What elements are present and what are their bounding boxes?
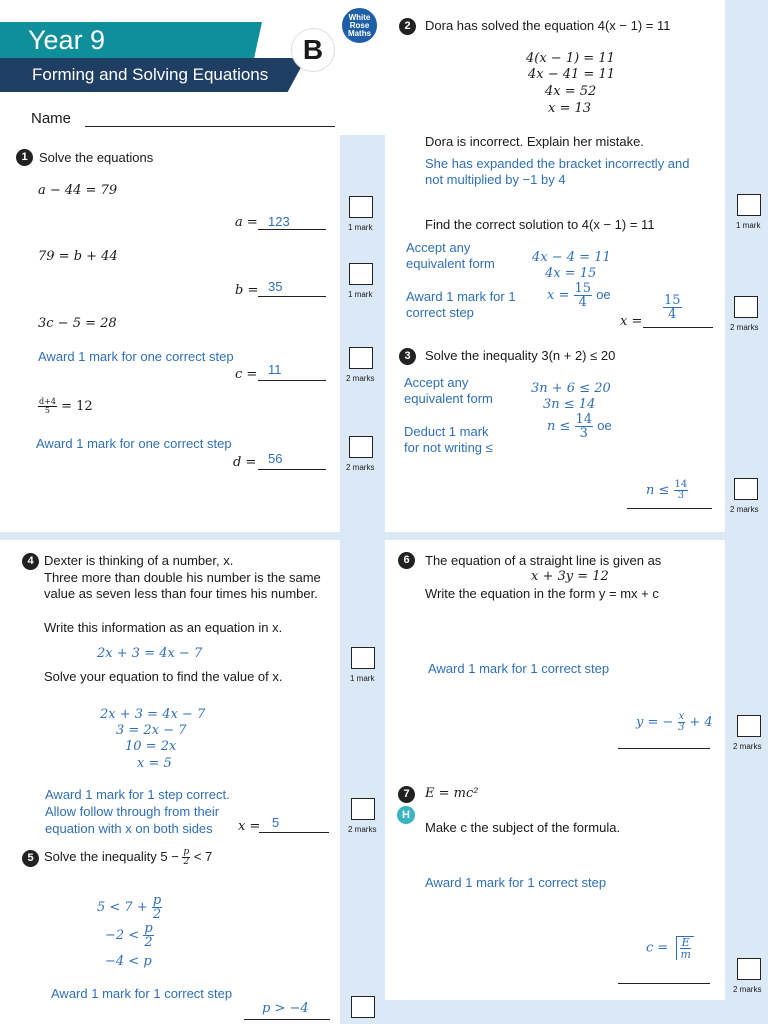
q4-work-2: 3 = 2x − 7 xyxy=(116,723,187,738)
q5-answer-value: p > −4 xyxy=(262,1001,309,1016)
q4-line-1: Dexter is thinking of a number, x. xyxy=(44,553,234,568)
q4-answer-value: 5 xyxy=(272,815,280,830)
q2-work-3: 4x = 52 xyxy=(545,84,597,99)
q1-d-mark-label: 2 marks xyxy=(346,463,375,472)
q3-note-1b: equivalent form xyxy=(404,391,493,406)
q1-a-mark-label: 1 mark xyxy=(348,223,373,232)
q1-a-answer-line xyxy=(258,229,326,230)
q4-answer-label: x = xyxy=(238,819,261,834)
q6-write-prompt: Write the equation in the form y = mx + c xyxy=(425,586,659,601)
q1-prompt: Solve the equations xyxy=(39,150,154,165)
q4-note-2: Allow follow through from their xyxy=(45,804,220,819)
q2-answer-line xyxy=(643,327,713,328)
q1-a-label: a = xyxy=(235,215,258,230)
q1-c-mark-box[interactable] xyxy=(349,347,373,369)
q2-answer-line-1: She has expanded the bracket incorrectly and xyxy=(425,156,690,171)
question-2-number: 2 xyxy=(399,18,416,35)
q4-note-1: Award 1 mark for 1 step correct. xyxy=(45,787,230,802)
q3-answer-line xyxy=(627,508,712,509)
q1-d-answer: 56 xyxy=(268,451,283,466)
bottom-right-panel xyxy=(385,540,725,1000)
q1-c-label: c = xyxy=(235,367,258,382)
q2-note-2b: correct step xyxy=(406,305,474,320)
white-rose-maths-logo: White Rose Maths xyxy=(340,6,379,45)
q4-work-3: 10 = 2x xyxy=(125,739,177,754)
year-title: Year 9 xyxy=(28,25,106,55)
question-7-number: 7 xyxy=(398,786,415,803)
q2-work-1: 4(x − 1) = 11 xyxy=(526,51,615,66)
q5-answer-line xyxy=(244,1019,330,1020)
q2-find-prompt: Find the correct solution to 4(x − 1) = 11 xyxy=(425,217,655,232)
q7-mark-label: 2 marks xyxy=(733,985,762,994)
q4-equation: 2x + 3 = 4x − 7 xyxy=(97,646,203,661)
q6-note: Award 1 mark for 1 correct step xyxy=(428,661,610,676)
q2-note-2a: Award 1 mark for 1 xyxy=(406,289,516,304)
q1-c-equation: 3c − 5 = 28 xyxy=(38,316,117,331)
q4-equation-mark-box[interactable] xyxy=(351,647,375,669)
q5-mark-box[interactable] xyxy=(351,996,375,1018)
name-field[interactable] xyxy=(85,110,335,127)
q4-solve-prompt: Solve your equation to find the value of x. xyxy=(44,669,283,684)
q2-explain-mark-box[interactable] xyxy=(737,194,761,216)
q6-mark-label: 2 marks xyxy=(733,742,762,751)
q6-equation: x + 3y = 12 xyxy=(531,569,609,584)
q2-explain-prompt: Dora is incorrect. Explain her mistake. xyxy=(425,134,644,149)
q6-answer-value: y = − $\frac{x}{3}$ + 4 xyxy=(636,711,713,733)
q7-mark-box[interactable] xyxy=(737,958,761,980)
q7-prompt: Make c the subject of the formula. xyxy=(425,820,621,835)
q3-answer-value: n ≤ $\frac{14}{3}$ xyxy=(646,479,688,501)
q2-prompt: Dora has solved the equation 4(x − 1) = 11 xyxy=(425,18,671,33)
q1-d-answer-line xyxy=(258,469,326,470)
q1-b-answer-line xyxy=(258,296,326,297)
q2-solution-mark-label: 2 marks xyxy=(730,323,759,332)
q4-solve-mark-label: 2 marks xyxy=(348,825,377,834)
q1-c-note: Award 1 mark for one correct step xyxy=(38,349,234,364)
q1-c-answer: 11 xyxy=(268,362,282,377)
q2-answer-label: x = xyxy=(620,314,643,329)
q6-answer-line xyxy=(618,748,710,749)
q2-answer-value: $\frac{15}{4}$ xyxy=(664,293,681,322)
name-label: Name xyxy=(31,110,72,127)
q1-b-mark-label: 1 mark xyxy=(348,290,373,299)
q7-formula: E = mc² xyxy=(425,786,479,801)
q2-note-1a: Accept any xyxy=(406,240,471,255)
q2-answer-line-2: not multiplied by −1 by 4 xyxy=(425,172,566,187)
q4-work-4: x = 5 xyxy=(137,756,172,771)
question-3-number: 3 xyxy=(399,348,416,365)
bottom-left-panel xyxy=(0,540,340,1024)
q3-note-2a: Deduct 1 mark xyxy=(404,424,489,439)
q7-note: Award 1 mark for 1 correct step xyxy=(425,875,607,890)
q4-line-2: Three more than double his number is the same xyxy=(44,570,321,585)
q5-note: Award 1 mark for 1 correct step xyxy=(51,986,233,1001)
q1-a-mark-box[interactable] xyxy=(349,196,373,218)
q5-work-3: −4 < p xyxy=(105,954,152,969)
q3-prompt: Solve the inequality 3(n + 2) ≤ 20 xyxy=(425,348,616,363)
q3-step-2: 3n ≤ 14 xyxy=(543,397,596,412)
q4-solve-mark-box[interactable] xyxy=(351,798,375,820)
q7-answer-value: c = $\frac{E}{m}$ xyxy=(646,936,694,960)
q3-note-2b: for not writing ≤ xyxy=(404,440,493,455)
q1-d-note: Award 1 mark for one correct step xyxy=(36,436,232,451)
q4-answer-line xyxy=(259,832,329,833)
q1-b-label: b = xyxy=(235,283,259,298)
q2-work-2: 4x − 41 = 11 xyxy=(528,67,616,82)
q1-a-answer: 123 xyxy=(268,214,290,229)
q2-work-4: x = 13 xyxy=(548,101,592,116)
q6-mark-box[interactable] xyxy=(737,715,761,737)
q6-prompt: The equation of a straight line is given as xyxy=(425,553,662,568)
question-6-number: 6 xyxy=(398,552,415,569)
q4-line-3: value as seven less than four times his number. xyxy=(44,586,318,601)
q1-c-mark-label: 2 marks xyxy=(346,374,375,383)
q2-note-1b: equivalent form xyxy=(406,256,495,271)
q1-b-answer: 35 xyxy=(268,279,283,294)
question-5-number: 5 xyxy=(22,850,39,867)
q1-d-equation: $\frac{d+4}{5}$ = 12 xyxy=(39,397,93,415)
q1-a-equation: a − 44 = 79 xyxy=(38,183,118,198)
square-root-sign: $\frac{E}{m}$ xyxy=(676,936,693,960)
q3-step-1: 3n + 6 ≤ 20 xyxy=(531,381,611,396)
question-1-number: 1 xyxy=(16,149,33,166)
q1-d-label: d = xyxy=(233,455,257,470)
version-badge: B xyxy=(291,28,335,72)
topic-title: Forming and Solving Equations xyxy=(32,65,269,84)
question-4-number: 4 xyxy=(22,553,39,570)
q1-b-equation: 79 = b + 44 xyxy=(38,249,118,264)
q3-mark-label: 2 marks xyxy=(730,505,759,514)
q4-write-prompt: Write this information as an equation in x. xyxy=(44,620,283,635)
q1-c-answer-line xyxy=(258,380,326,381)
q3-note-1a: Accept any xyxy=(404,375,469,390)
q5-work-2: −2 < $\frac{p}{2}$ xyxy=(105,921,153,950)
q7-answer-line xyxy=(618,983,710,984)
q2-step-2: 4x = 15 xyxy=(545,266,597,281)
q5-prompt: Solve the inequality 5 − $\frac{p}{2}$ < 7 xyxy=(44,847,213,867)
higher-tier-badge: H xyxy=(397,806,415,824)
q4-note-3: equation with x on both sides xyxy=(45,821,213,836)
q2-step-1: 4x − 4 = 11 xyxy=(532,250,611,265)
q1-b-mark-box[interactable] xyxy=(349,263,373,285)
q4-equation-mark-label: 1 mark xyxy=(350,674,375,683)
q3-step-3: n ≤ $\frac{14}{3}$ oe xyxy=(547,412,612,441)
q4-work-1: 2x + 3 = 4x − 7 xyxy=(100,707,206,722)
q2-step-3: x = $\frac{15}{4}$ oe xyxy=(547,281,611,310)
q2-explain-mark-label: 1 mark xyxy=(736,221,761,230)
q1-d-mark-box[interactable] xyxy=(349,436,373,458)
q2-solution-mark-box[interactable] xyxy=(734,296,758,318)
q5-work-1: 5 < 7 + $\frac{p}{2}$ xyxy=(97,893,162,922)
q3-mark-box[interactable] xyxy=(734,478,758,500)
